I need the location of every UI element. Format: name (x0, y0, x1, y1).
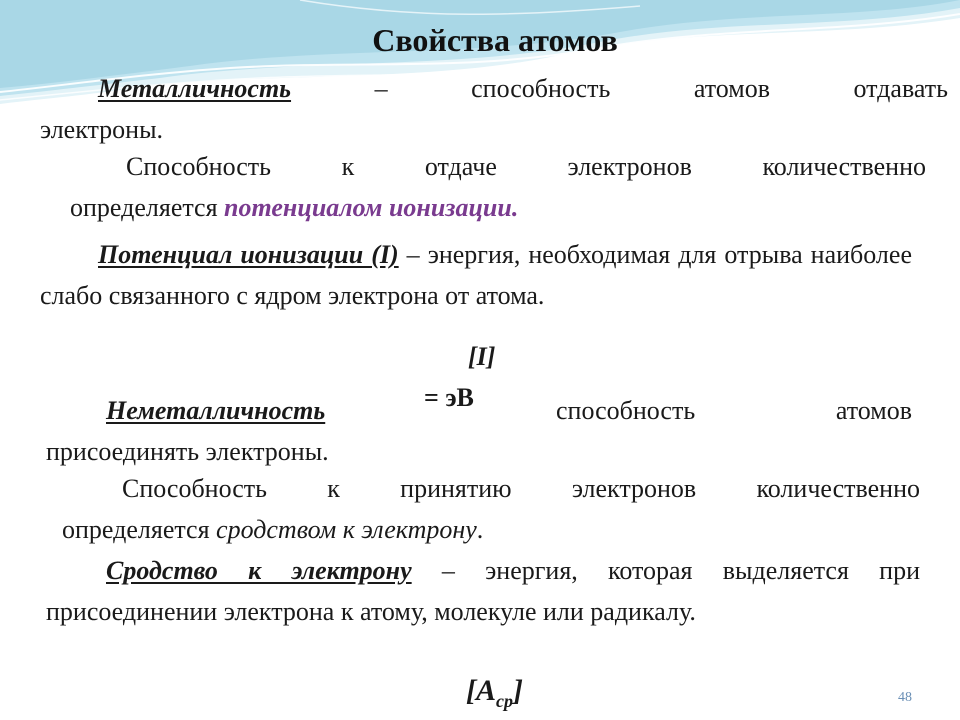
nonmetal-definition (46, 390, 912, 472)
metal-quant-word-3: отдаче (424, 152, 497, 181)
ionization-definition (40, 234, 912, 316)
nonmetal-quant-word-5: количественно (756, 474, 920, 503)
nonmetal-quant-word-2: к (327, 474, 340, 503)
metal-word-1: способность (471, 74, 611, 103)
ionization-text: – энергия, необходимая для отрыва наиболее слабо связанного с ядром электрона от атома. (40, 240, 912, 310)
nonmetal-word-2: атомов (835, 396, 912, 425)
ionization-unit-value: = эВ (424, 383, 474, 412)
ionization-unit-label: [I] (468, 342, 496, 371)
slide-title: Свойства атомов (372, 22, 618, 58)
metal-quant-word-2: к (341, 152, 355, 181)
metal-line-2: электроны. (40, 115, 164, 144)
metal-term: Металличность (98, 74, 292, 103)
ionization-term: Потенциал ионизации (I) (98, 240, 399, 269)
nonmetal-quant-line-2: определяется (62, 515, 217, 544)
metal-quant-line-2: определяется (70, 193, 225, 222)
nonmetal-quant-word-3: принятию (400, 474, 512, 503)
metal-word-2: атомов (693, 74, 770, 103)
affinity-definition (46, 550, 920, 632)
nonmetal-quant-word-4: электронов (571, 474, 697, 503)
nonmetal-word-1: способность (556, 396, 696, 425)
metal-quantitative (70, 146, 926, 228)
metal-dash: – (374, 74, 388, 103)
electron-affinity-highlight: сродством к электрону (216, 515, 477, 544)
nonmetal-quant-word-1: Способность (122, 474, 267, 503)
nonmetal-term: Неметалличность (106, 396, 326, 425)
affinity-unit-subscript: ср (496, 691, 513, 711)
affinity-text: – энергия, которая выделяется при присоединении электрона к атому, молекуле или радикалу. (46, 556, 920, 626)
affinity-term: Сродство к электрону (106, 556, 412, 585)
metal-quant-word-5: количественно (762, 152, 926, 181)
affinity-unit-label (466, 674, 523, 712)
metal-quant-word-1: Способность (126, 152, 271, 181)
metal-quant-word-4: электронов (567, 152, 692, 181)
nonmetal-quantitative (62, 468, 920, 550)
page-number: 48 (898, 690, 912, 705)
metal-definition (40, 68, 948, 150)
metal-word-3: отдавать (853, 74, 948, 103)
affinity-unit-open: [A (466, 674, 496, 707)
ionization-potential-highlight: потенциалом ионизации. (224, 193, 519, 222)
affinity-unit-close: ] (513, 674, 523, 707)
nonmetal-quant-end: . (476, 515, 484, 544)
nonmetal-line-2: присоединять электроны. (46, 437, 329, 466)
